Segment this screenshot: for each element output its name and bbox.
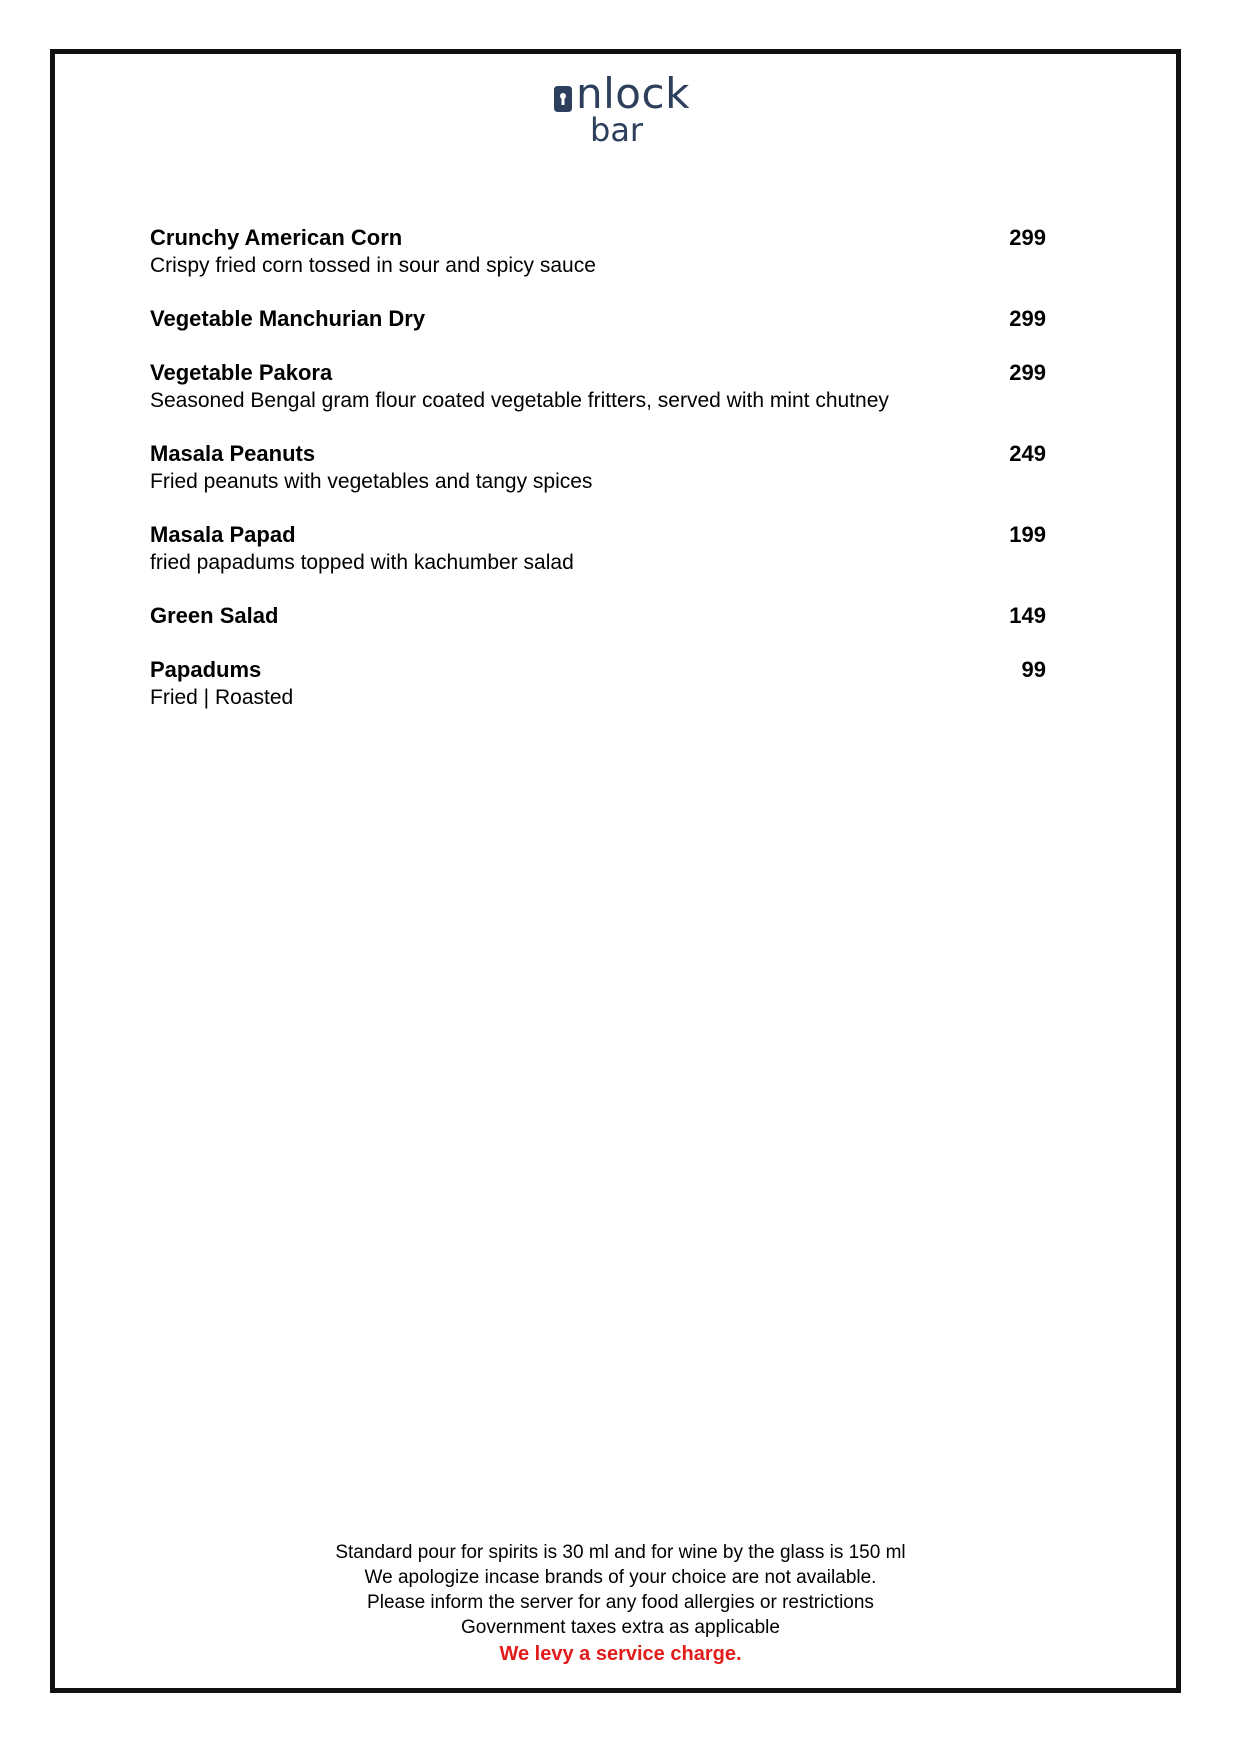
- menu-item: [150, 521, 1050, 576]
- menu-item-name: Masala Peanuts: [150, 441, 316, 466]
- brand-logo: [538, 70, 708, 150]
- menu-item-description: Fried | Roasted: [150, 686, 294, 709]
- menu-item-name: Papadums: [150, 657, 262, 682]
- footer-note-taxes: Government taxes extra as applicable: [461, 1617, 780, 1638]
- menu-item-description: Seasoned Bengal gram flour coated vegetable fritters, served with mint chutney: [150, 389, 889, 412]
- footer-notes: [150, 1540, 1091, 1668]
- menu-item-price: 299: [1009, 306, 1046, 331]
- logo-word-bar: bar: [590, 111, 644, 149]
- footer-note-brands: We apologize incase brands of your choice are not available.: [364, 1567, 877, 1588]
- menu-item-name: Vegetable Manchurian Dry: [150, 306, 426, 331]
- menu-item-description: Fried peanuts with vegetables and tangy spices: [150, 470, 593, 493]
- logo-word-unlock: nlock: [576, 69, 690, 118]
- menu-item-price: 299: [1009, 360, 1046, 385]
- menu-item-price: 149: [1009, 603, 1046, 628]
- menu-item-name: Green Salad: [150, 603, 279, 628]
- menu-item-name: Crunchy American Corn: [150, 225, 403, 250]
- menu-item: [150, 224, 1050, 279]
- menu-item: [150, 305, 1050, 333]
- menu-item-price: 199: [1009, 522, 1046, 547]
- menu-item: [150, 656, 1050, 711]
- menu-item-name: Masala Papad: [150, 522, 296, 547]
- footer-note-pour: Standard pour for spirits is 30 ml and for wine by the glass is 150 ml: [335, 1542, 906, 1563]
- menu-item-price: 99: [1021, 657, 1046, 682]
- menu-list: [150, 224, 1050, 737]
- menu-item-name: Vegetable Pakora: [150, 360, 333, 385]
- service-charge-notice: We levy a service charge.: [499, 1643, 742, 1665]
- menu-item: [150, 440, 1050, 495]
- menu-item-description: fried papadums topped with kachumber salad: [150, 551, 574, 574]
- footer-note-allergies: Please inform the server for any food allergies or restrictions: [367, 1592, 874, 1613]
- menu-item-description: Crispy fried corn tossed in sour and spicy sauce: [150, 254, 596, 277]
- menu-item-price: 299: [1009, 225, 1046, 250]
- menu-item: [150, 359, 1050, 414]
- menu-item: [150, 602, 1050, 630]
- menu-item-price: 249: [1009, 441, 1046, 466]
- lock-icon: [552, 86, 574, 112]
